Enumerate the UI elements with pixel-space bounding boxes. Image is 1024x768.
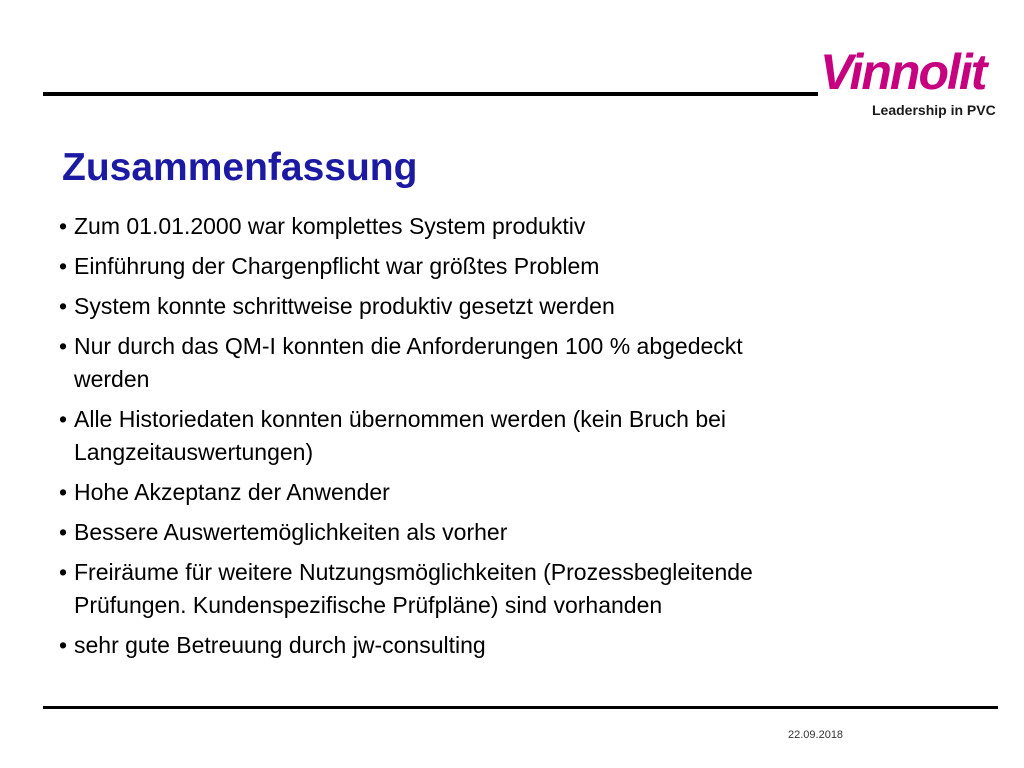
footer-rule [43, 706, 998, 709]
bullet-text: System konnte schrittweise produktiv gesetzt werden [74, 293, 615, 319]
bullet-dot: • [59, 479, 68, 505]
bullet-list [50, 210, 970, 669]
bullet-item [50, 556, 970, 622]
bullet-dot: • [59, 293, 68, 319]
bullet-item [50, 330, 970, 396]
bullet-item [50, 629, 970, 662]
bullet-text: Freiräume für weitere Nutzungsmöglichkeiten (Prozessbegleitende [74, 559, 753, 585]
bullet-dot: • [59, 253, 68, 279]
bullet-dot: • [59, 213, 68, 239]
bullet-text: Prüfungen. Kundenspezifische Prüfpläne) sind vorhanden [74, 592, 663, 618]
bullet-item [50, 210, 970, 243]
bullet-text: Langzeitauswertungen) [74, 439, 314, 465]
bullet-item [50, 516, 970, 549]
bullet-text: werden [74, 366, 150, 392]
bullet-text: Hohe Akzeptanz der Anwender [74, 479, 390, 505]
bullet-text: Zum 01.01.2000 war komplettes System produktiv [74, 213, 586, 239]
bullet-text: sehr gute Betreuung durch jw-consulting [74, 632, 486, 658]
bullet-dot: • [59, 559, 68, 585]
vinnolit-logo [818, 46, 998, 126]
footer-date: 22.09.2018 [788, 729, 844, 741]
bullet-text: Bessere Auswertemöglichkeiten als vorher [74, 519, 508, 545]
bullet-item [50, 476, 970, 509]
slide-title: Zusammenfassung [62, 146, 418, 189]
bullet-text: Einführung der Chargenpflicht war größtes Problem [74, 253, 600, 279]
logo-wordmark: Vinnolit [820, 44, 986, 100]
logo-tagline: Leadership in PVC [872, 102, 996, 118]
bullet-dot: • [59, 333, 68, 359]
bullet-dot: • [59, 406, 68, 432]
bullet-dot: • [59, 632, 68, 658]
header-rule [43, 92, 818, 96]
bullet-item [50, 250, 970, 283]
bullet-text: Alle Historiedaten konnten übernommen werden (kein Bruch bei [74, 406, 727, 432]
bullet-text: Nur durch das QM-I konnten die Anforderungen 100 % abgedeckt [74, 333, 743, 359]
bullet-dot: • [59, 519, 68, 545]
bullet-item [50, 403, 970, 469]
bullet-item [50, 290, 970, 323]
